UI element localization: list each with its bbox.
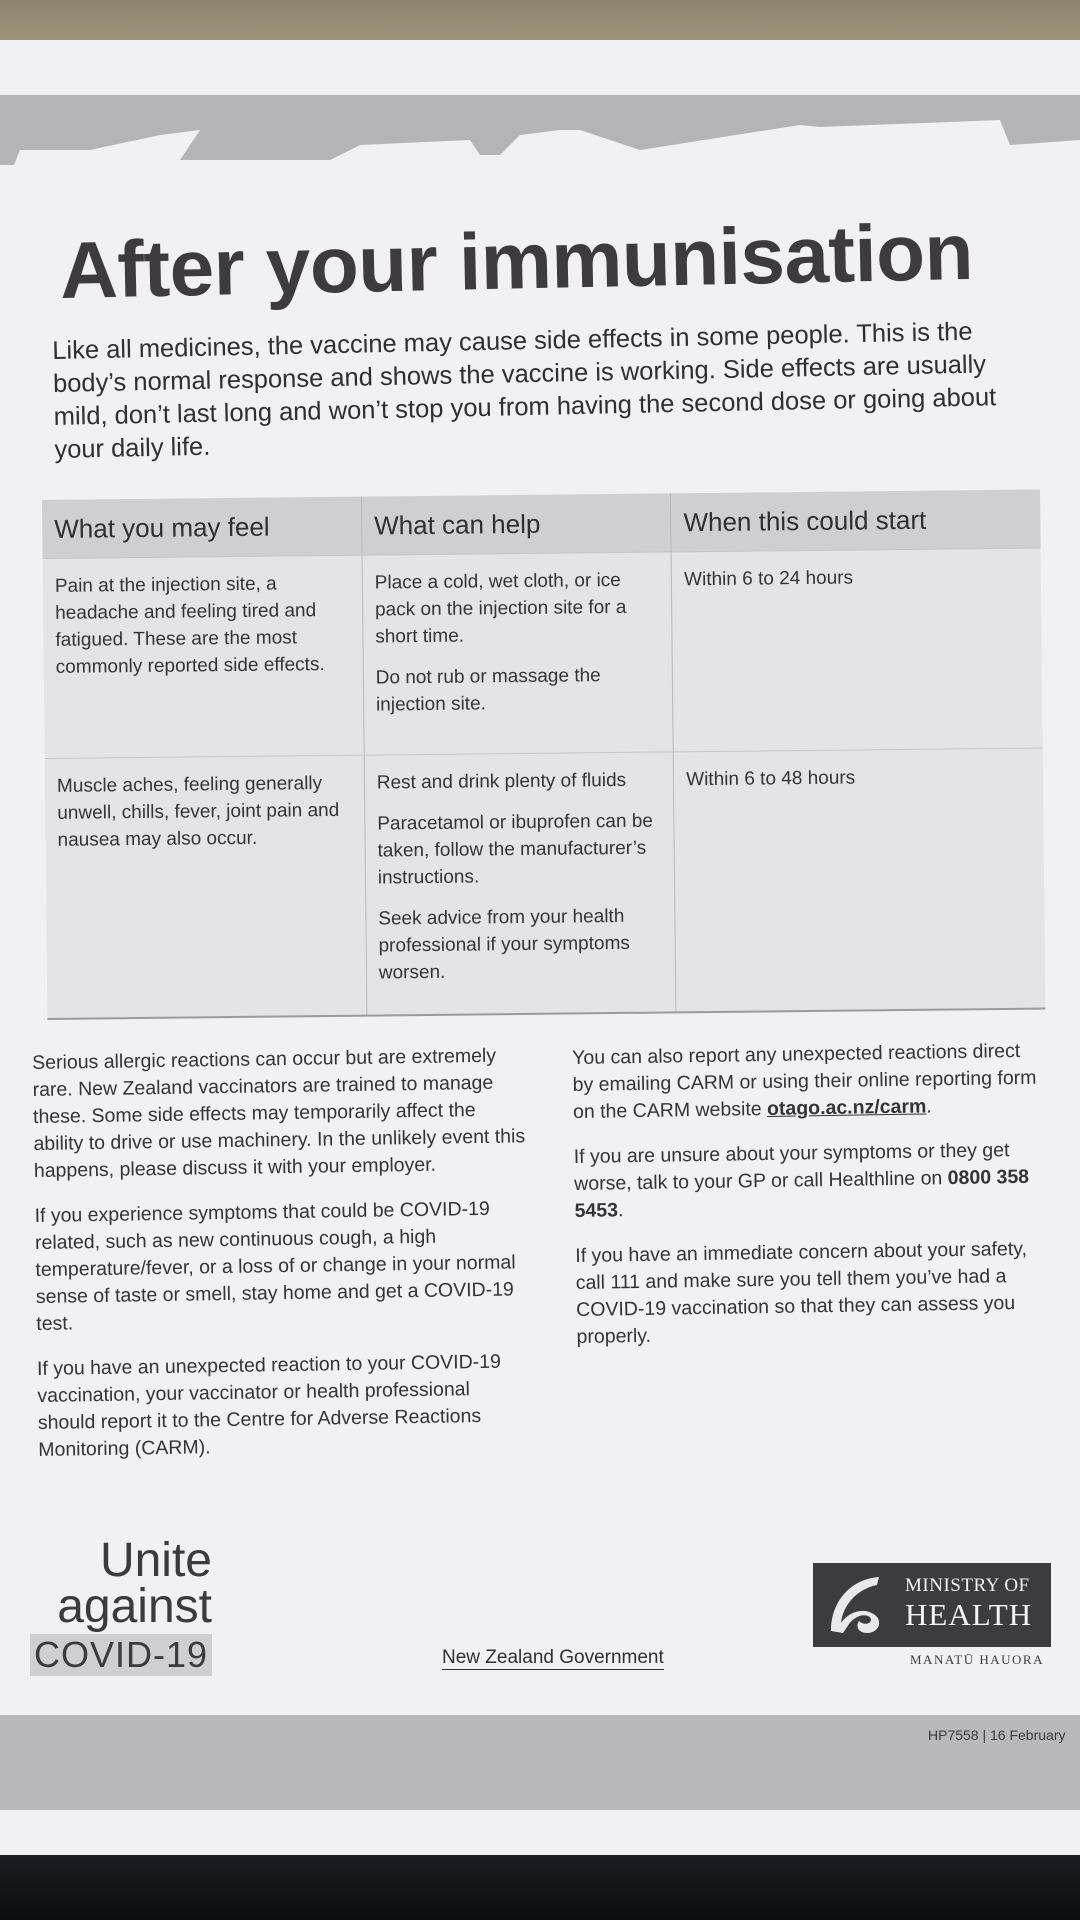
- punctuation: .: [926, 1095, 932, 1118]
- ministry-of-health-logo: [813, 1563, 1051, 1647]
- help-item: Rest and drink plenty of fluids: [376, 769, 627, 794]
- moh-line1: MINISTRY OF: [905, 1575, 1030, 1596]
- unite-against-covid-logo: [22, 1534, 212, 1676]
- right-text-column: [572, 1038, 1047, 1369]
- healthline-phone-number: 0800 358 5453: [574, 1165, 1030, 1222]
- moh-line2: HEALTH: [905, 1597, 1033, 1632]
- unite-line: Unite: [99, 1534, 212, 1587]
- allergic-reactions-paragraph: Serious allergic reactions can occur but are extremely rare. New Zealand vaccinators are trained to manage these. Some side effects may temporarily affect the ability to drive or use machinery. In the unlikely event this happens, please discuss it with your employer.: [32, 1044, 526, 1182]
- carm-report-paragraph: If you have an unexpected reaction to your COVID-19 vaccination, your vaccinator or health professional should report it to the Centre for Adverse Reactions Monitoring (CARM).: [36, 1350, 502, 1461]
- punctuation: .: [617, 1199, 624, 1222]
- nz-government-logo: New Zealand Government: [442, 1647, 664, 1668]
- help-item: Paracetamol or ibuprofen can be taken, follow the manufacturer’s instructions.: [377, 810, 654, 889]
- left-text-column: [32, 1042, 534, 1482]
- help-item: Place a cold, wet cloth, or ice pack on the injection site for a short time.: [374, 569, 627, 648]
- manatu-hauora-text: MANATŪ HAUORA: [910, 1652, 1044, 1667]
- header-when-this-could-start: When this could start: [671, 490, 1041, 552]
- against-line: against: [57, 1580, 212, 1633]
- healthline-text: If you are unsure about your symptoms or they get worse, talk to your GP or call Healthline on: [573, 1139, 1010, 1195]
- document-reference: HP7558 | 16 February: [928, 1727, 1066, 1743]
- cell-help: [364, 752, 676, 1016]
- header-what-you-may-feel: What you may feel: [42, 497, 362, 559]
- page-title: After your immunisation: [59, 206, 974, 315]
- side-effects-table: [42, 490, 1045, 1020]
- side-effects-table-container: [42, 490, 1045, 1020]
- cell-feel: Pain at the injection site, a headache and feeling tired and fatigued. These are the most commonly reported side effects.: [43, 555, 364, 758]
- table-header-row: [42, 490, 1041, 559]
- koru-icon: [821, 1571, 897, 1639]
- emergency-paragraph: If you have an immediate concern about your safety, call 111 and make sure you tell them you’ve had a COVID-19 vaccination so that they can assess you properly.: [575, 1237, 1028, 1348]
- header-what-can-help: What can help: [361, 493, 671, 555]
- report-reactions-paragraph: [572, 1038, 1043, 1126]
- help-item: Seek advice from your health professional if your symptoms worsen.: [378, 905, 630, 984]
- covid-line: COVID-19: [30, 1634, 212, 1676]
- help-item: Do not rub or massage the injection site.: [375, 665, 601, 716]
- cell-start: Within 6 to 24 hours: [671, 548, 1042, 752]
- covid-symptoms-paragraph: If you experience symptoms that could be COVID-19 related, such as new continuous cough, a high temperature/fever, or a loss of or change in your normal sense of taste or smell, stay home and get a COVID-19 test.: [34, 1197, 516, 1335]
- carm-website-link[interactable]: otago.ac.nz/carm: [766, 1095, 927, 1120]
- cell-start: Within 6 to 48 hours: [673, 748, 1045, 1012]
- report-reactions-text: You can also report any unexpected reactions direct by emailing CARM or using their online reporting form on the CARM website: [572, 1039, 1037, 1123]
- table-row: [43, 548, 1043, 758]
- cell-feel: Muscle aches, feeling generally unwell, chills, fever, joint pain and nausea may also occur.: [45, 755, 367, 1019]
- healthline-paragraph: [574, 1137, 1045, 1225]
- cell-help: [362, 552, 673, 755]
- table-row: [45, 748, 1046, 1019]
- intro-paragraph: Like all medicines, the vaccine may cause side effects in some people. This is the body’s normal response and shows the vaccine is working. Side effects are usually mild, don’t last long and won’t stop you from having the second dose or going about your daily life.: [52, 317, 997, 464]
